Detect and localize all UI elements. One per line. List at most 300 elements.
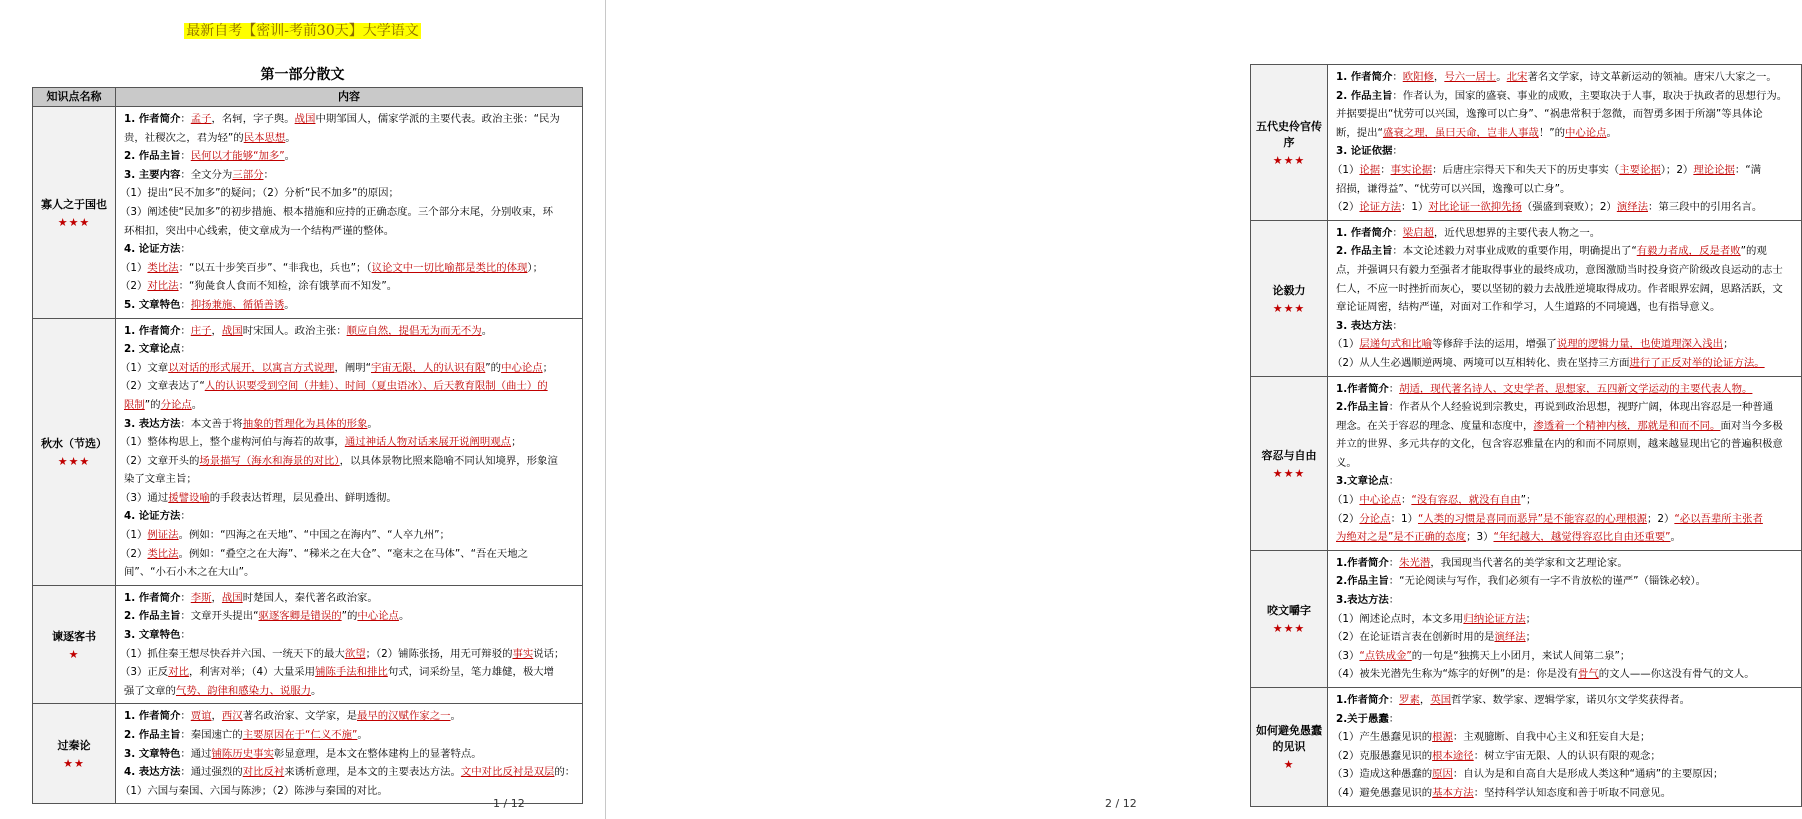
item-heading: 3.文章论点 [1336,475,1389,488]
key-point-text: 战国 [294,113,316,125]
content-cell [116,107,583,319]
body-text: ， [1419,694,1431,706]
key-point-text: 根本途径 [1432,749,1474,762]
table-row [33,585,583,704]
body-text: ，以具体景物比照来隐喻不同认知境界，形象渲 [339,454,558,467]
key-point-text: 论据 [1359,163,1381,176]
body-text: 并据要提出“忧劳可以兴国，逸豫可以亡身”、“祸患常积于忽微，而智勇多困于所溺”等具体论 [1336,108,1763,121]
body-text: ：自认为是和自高自大是形成人类这种“通病”的主要原因； [1452,768,1724,781]
content-line [1332,298,1797,317]
body-text: ： [180,629,191,642]
body-text: ”的观 [1740,245,1767,258]
key-point-text: 文中对比反衬是双层 [460,766,555,779]
content-line [1332,124,1797,143]
key-point-text: 议论文中一切比喻都是类比的体现 [371,261,528,274]
item-heading: 1. 作者简介 [1336,226,1393,239]
body-text: （3）正反 [120,666,169,679]
body-text: ，阐明“ [334,361,371,374]
content-line [1332,728,1797,747]
item-heading: 1. 作者简介 [124,113,181,125]
key-point-text: 民何以才能够“加多” [190,150,285,163]
content-line [120,340,578,359]
importance-stars: ★ [68,648,80,662]
body-text: ：坚持科学认知态度和善于听取不同意见。 [1473,786,1672,799]
content-cell [116,585,583,704]
content-line [1332,647,1797,666]
content-line [120,707,578,726]
content-line [120,470,578,489]
body-text: 点，并强调只有毅力至强者才能取得事业的最终成功，意图激励当时投身资产阶级改良运动的志士 [1336,263,1783,276]
body-text: 仁人，不应一时挫折而灰心，要以坚韧的毅力去战胜逆境取得成功。作者眼界宏阔，思路活跃，文 [1336,282,1783,295]
body-text: ： [1392,226,1403,239]
content-line [120,607,578,626]
key-point-text: 铺陈历史事实 [211,747,274,760]
body-text: 。 [481,324,493,337]
content-line [1332,472,1797,491]
key-point-text: 庄子 [190,324,212,337]
body-text: ：通过 [180,747,212,760]
key-point-text: 西汉 [221,710,243,723]
content-line [120,726,578,745]
key-point-text: 主要原因在于“仁义不施” [242,729,358,741]
body-text: （1）文章 [120,361,169,374]
body-text: ； [542,361,554,374]
body-text: ；（2）铺陈张扬，用无可辩驳的 [365,647,513,660]
body-text: ； [511,436,522,449]
table-header-row [33,88,583,107]
content-line [120,626,578,645]
body-text: ，名轲，字子舆。 [211,113,295,125]
content-cell [1328,220,1802,376]
body-text: 面对当今多极 [1720,419,1783,432]
topic-cell [33,585,116,704]
body-text: 的一句是“独携天上小团月，来试人间第二泉”； [1411,649,1631,662]
key-point-text: 通过神话人物对话来展开说阐明观点 [344,436,512,449]
item-heading: 3. 文章特色 [124,747,181,760]
importance-stars: ★★★ [1272,301,1306,315]
content-line [1332,354,1797,373]
body-text: ： [1388,382,1400,395]
key-point-text: 号六一居士 [1444,71,1497,83]
key-point-text: 基本方法 [1432,786,1474,799]
body-text: ： [180,243,191,256]
item-heading: 2.关于愚蠢 [1336,712,1389,725]
body-text: 。 [311,684,322,697]
body-text: 理念。在关于容忍的理念、度量和态度中， [1336,419,1534,432]
content-line [120,682,578,701]
body-text: 的： [554,766,576,779]
content-line [1332,784,1797,803]
body-text: ： [180,510,191,523]
body-text: ， [211,710,222,723]
key-point-text: 分论点 [160,398,192,411]
key-point-text: 进行了正反对举的论证方法。 [1629,356,1765,369]
key-point-text: 铺陈手法和排比 [315,666,388,679]
content-line [120,415,578,434]
content-line [1332,68,1797,87]
key-point-text: 场景描写（海水和海景的对比） [199,454,340,467]
key-point-text: 事实论据 [1390,163,1433,176]
item-heading: 4. 论证方法 [124,243,181,256]
key-point-text: 以对话的形式展开，以寓言方式说理 [168,361,335,374]
topic-cell [33,318,116,585]
content-line [1332,691,1797,710]
content-line [1332,242,1797,261]
key-point-text: 归纳论证方法 [1463,612,1526,625]
key-point-text: 说理的逻辑力量，也使道理深入浅出 [1556,338,1724,351]
body-text: ：1） [1390,512,1418,525]
importance-stars: ★★★ [1272,153,1306,167]
content-cell [116,704,583,804]
content-cell [1328,65,1802,221]
content-line [120,396,578,415]
key-point-text: “必以吾辈所主张者 [1674,512,1763,525]
body-text: （3）阐述使“民加多”的初步措施、根本措施和应持的正确态度。三个部分末尾，分别收束，环 [120,205,553,218]
content-line [120,645,578,664]
content-line [1332,335,1797,354]
body-text: ：“满 [1734,163,1762,176]
importance-stars: ★★★ [57,455,91,469]
key-point-text: 抑扬兼施、循循善诱 [190,298,285,311]
key-point-text: 事实 [512,647,534,660]
topic-name: 寡人之于国也 [41,197,107,211]
item-heading: 1.作者简介 [1336,694,1389,706]
item-heading: 2. 作品主旨 [1336,245,1393,258]
content-line [120,526,578,545]
body-text: 。 [357,729,368,741]
content-cell [1328,550,1802,687]
content-cell [1328,376,1802,550]
body-text: （1）六国与秦国、六国与陈涉；（2）陈涉与秦国的对比。 [120,784,388,797]
content-line [120,296,578,315]
body-text: （1） [1332,163,1360,176]
item-heading: 3. 表达方法 [1336,319,1393,332]
key-point-text: 孟子 [190,113,212,125]
table-row [33,107,583,319]
key-point-text: 类比法 [147,547,179,560]
body-text: ：本文论述毅力对事业成败的重要作用，明确提出了“ [1392,245,1637,258]
key-point-text: “没有容忍，就没有自由 [1411,494,1521,507]
content-line [120,203,578,222]
knowledge-table-2 [1250,64,1802,807]
body-text: 彰显意理，是本文在整体建构上的显著特点。 [273,747,482,760]
body-text: （2） [120,547,148,560]
item-heading: 3. 文章特色 [124,629,181,642]
body-text: ）； [527,261,544,274]
body-text: 。 [450,710,461,723]
importance-stars: ★ [1283,758,1295,772]
body-text: （强盛到衰败）；2） [1521,201,1617,214]
body-text: ： [180,298,191,311]
importance-stars: ★★ [63,757,85,771]
topic-name: 咬文嚼字 [1267,604,1311,618]
body-text: ： [180,343,191,356]
body-text: 贵，社稷次之，君为轻”的 [124,131,244,144]
key-point-text: 类比法 [147,261,179,274]
topic-name: 容忍与自由 [1261,448,1317,462]
key-point-text: 对比论证一欲抑先扬 [1428,201,1522,214]
body-text: ：秦国速亡的 [180,729,243,741]
topic-name: 过秦论 [57,739,91,753]
body-text: ：“无论阅读与写作，我们必须有一字不肯放松的谨严”（锱铢必较）。 [1388,575,1707,588]
content-line [120,763,578,782]
key-point-text: 欲望 [344,647,366,660]
body-text: （2） [120,280,148,293]
body-text: ！”的 [1538,126,1565,139]
content-cell [116,318,583,585]
table-row [33,318,583,585]
body-text: ；3） [1466,531,1494,544]
key-point-text: 三部分 [232,168,264,181]
body-text: ；2） [1646,512,1675,525]
key-point-text: 主要论据 [1619,163,1661,176]
key-point-text: 朱光潜 [1399,556,1431,569]
table-row [1251,65,1802,221]
key-point-text: 顺应自然，提倡无为而无不为 [346,324,482,337]
content-line [1332,628,1797,647]
key-point-text: 战国 [221,324,243,337]
body-text: ：通过强烈的 [180,766,243,779]
key-point-text: 中心论点 [357,610,399,623]
body-text: 。 [285,131,296,144]
importance-stars: ★★★ [1272,622,1306,636]
content-line [120,322,578,341]
content-line [1332,610,1797,629]
content-line [1332,105,1797,124]
item-heading: 5. 文章特色 [124,298,181,311]
key-point-text: 例证法 [147,529,179,542]
content-line [120,433,578,452]
body-text: ： [180,150,191,163]
content-line [1332,417,1797,436]
topic-name: 谏逐客书 [52,630,96,644]
key-point-text: 欧阳修 [1402,71,1434,83]
knowledge-table-1 [32,87,583,804]
table-row [1251,688,1802,807]
key-point-text: 梁启超 [1402,226,1434,239]
key-point-text: 抽象的哲理化为具体的形象 [242,417,368,430]
key-point-text: 中心论点 [501,361,543,374]
body-text: 句式，词采纷呈，笔力雄健，极大增 [387,666,555,679]
body-text: 。 [1670,531,1681,544]
body-text: ： [180,710,191,723]
key-point-text: 胡适，现代著名诗人、文史学者、思想家，五四新文学运动的主要代表人物。 [1399,382,1753,395]
content-line [1332,317,1797,336]
content-line [1332,710,1797,729]
key-point-text: 宇宙无限，人的认识有限 [371,361,486,374]
body-text: ：文章开头提出“ [180,610,259,623]
body-text: ，我国现当代著名的美学家和文艺理论家。 [1430,556,1628,569]
body-text: ）；2） [1660,163,1694,176]
body-text: ； [1723,338,1734,351]
topic-cell [1251,550,1328,687]
body-text: （2）文章开头的 [120,454,200,467]
item-heading: 3. 主要内容 [124,168,181,181]
body-text: ： [1388,712,1400,725]
item-heading: 3. 论证依据 [1336,145,1393,158]
body-text: ： [1400,494,1412,507]
content-line [120,377,578,396]
item-heading: 1. 作者简介 [124,710,181,723]
content-line [120,663,578,682]
content-line [120,259,578,278]
body-text: （1） [1332,338,1360,351]
content-cell [1328,688,1802,807]
topic-cell [1251,220,1328,376]
key-point-text: 层递句式和比喻 [1359,338,1433,351]
item-heading: 2. 文章论点 [124,343,181,356]
body-text: 。 [1606,126,1617,139]
key-point-text: 罗素 [1399,694,1420,706]
body-text: ：主观臆断、自我中心主义和狂妄自大是； [1452,731,1651,744]
body-text: （2）在论证语言表在创新时用的是 [1332,631,1495,644]
body-text: ：树立宇宙无限、人的认识有限的观念； [1473,749,1661,762]
key-point-text: 对比 [168,666,189,679]
content-line [1332,161,1797,180]
body-text: 。 [367,417,378,430]
content-line [1332,572,1797,591]
content-line [1332,510,1797,529]
key-point-text: 北宋 [1506,71,1528,83]
key-point-text: 原因 [1432,768,1453,781]
body-text: 。 [191,398,203,411]
body-text: 。 [284,298,295,311]
key-point-text: 援譬设喻 [168,491,210,504]
topic-name: 如何避免愚蠢的见识 [1256,724,1322,754]
body-text: （4）避免愚蠢见识的 [1332,786,1433,799]
key-point-text: 对比法 [147,280,179,293]
item-heading: 2. 作品主旨 [124,150,181,163]
body-text: （2） [1332,512,1360,525]
item-heading: 2. 作品主旨 [124,610,181,623]
body-text: ：第三段中的引用名言。 [1648,201,1763,214]
body-text: ”的 [485,361,502,374]
column-header-content: 内容 [116,88,583,107]
key-point-text: 分论点 [1359,512,1391,525]
table-row [1251,550,1802,687]
key-point-text: 演绎法 [1616,201,1648,214]
body-text: （2）克服愚蠢见识的 [1332,749,1433,762]
body-text: （1） [1332,494,1360,507]
body-text: （1）产生愚蠢见识的 [1332,731,1433,744]
content-line [120,110,578,129]
key-point-text: 盛衰之理，虽曰天命，岂非人事哉 [1382,126,1539,139]
key-point-text: 限制 [124,398,145,411]
content-line [1332,665,1797,684]
content-line [120,147,578,166]
body-text: ， [211,324,222,337]
body-text: 说话； [533,647,565,660]
body-text: （1）抓住秦王想尽快吞并六国、一统天下的最大 [120,647,345,660]
content-line [120,240,578,259]
topic-cell [33,107,116,319]
key-point-text: 论证方法 [1359,201,1401,214]
body-text: 断，提出“ [1336,126,1383,139]
content-line [1332,435,1797,454]
content-line [120,129,578,148]
body-text: ：“以五十步笑百步”、“非我也，兵也”；（ [178,261,372,274]
table-row [33,704,583,804]
key-point-text: 贾谊 [190,710,212,723]
body-text: 章论证周密，结构严谨，对面对工作和学习，人生道路的不同境遇，也有指导意义。 [1336,301,1721,314]
body-text: ； [1525,612,1537,625]
topic-cell [33,704,116,804]
body-text: （1）提出“民不加多”的疑问；（2）分析“民不加多”的原因； [120,187,399,200]
body-text: （3）通过 [120,491,169,504]
content-line [120,452,578,471]
body-text: ：全文分为 [180,168,233,181]
body-text: ， [1433,71,1445,83]
body-text: 环相扣，突出中心线索，使文章成为一个结构严谨的整体。 [124,224,395,237]
item-heading: 3.表达方法 [1336,594,1389,607]
content-line [1332,747,1797,766]
body-text: ： [1392,319,1403,332]
body-text: ”的 [341,610,358,623]
content-line [120,277,578,296]
page-number: 2 / 12 [1105,797,1137,810]
body-text: （1） [120,261,148,274]
body-text: 来诱析意理，是本文的主要表达方法。 [284,766,461,779]
content-line [1332,280,1797,299]
body-text: （2） [1332,201,1360,214]
topic-cell [1251,65,1328,221]
body-text: （2）从人生必遇顺逆两境、两境可以互相转化、贵在坚持三方面 [1332,356,1630,369]
body-text: 著名文学家，诗文革新运动的领袖。唐宋八大家之一。 [1527,71,1777,83]
key-point-text: 李斯 [190,591,212,604]
body-text: 。 [1496,71,1507,83]
column-header-name: 知识点名称 [33,88,116,107]
item-heading: 4. 论证方法 [124,510,181,523]
item-heading: 1. 作者简介 [124,324,181,337]
content-line [120,745,578,764]
content-line [1332,554,1797,573]
body-text: 。例如：“四海之在天地”、“中国之在海内”、“人卒九州”； [178,529,450,542]
body-text: 著名政治家、文学家，是 [242,710,357,723]
key-point-text: “人类的习惯是喜同而恶异”是不能容忍的心理根源 [1417,512,1647,525]
table-row [1251,220,1802,376]
body-text: 中期邹国人，儒家学派的主要代表。政治主张：“民为 [315,113,560,125]
content-line [1332,142,1797,161]
key-point-text: “点铁成金” [1359,649,1412,662]
item-heading: 2. 作品主旨 [124,729,181,741]
content-line [120,545,578,564]
content-line [1332,87,1797,106]
body-text: ：1） [1400,201,1429,214]
key-point-text: 英国 [1430,694,1452,706]
body-text: ： [1388,594,1400,607]
key-point-text: 中心论点 [1359,494,1401,507]
section-title: 第一部分散文 [260,67,345,83]
body-text: （3） [1332,649,1360,662]
body-text: 染了文章主旨； [124,473,197,486]
body-text: ： [263,168,274,181]
content-line [1332,180,1797,199]
body-text: ：后唐庄宗得天下和失天下的历史事实（ [1432,163,1620,176]
page-1 [0,0,605,819]
content-line [1332,398,1797,417]
page-number: 1 / 12 [493,797,525,810]
body-text: 时楚国人，秦代著名政治家。 [242,591,378,604]
page-2 [606,0,1788,819]
body-text: 间”、“小石小木之在大山”。 [124,566,255,579]
body-text: ，近代思想界的主要代表人物之一。 [1433,226,1601,239]
item-heading: 1. 作者简介 [1336,71,1393,83]
key-point-text: 战国 [221,591,243,604]
body-text: ： [1392,71,1403,83]
body-text: 招损，谦得益”、“忧劳可以兴国，逸豫可以亡身”。 [1336,182,1571,195]
key-point-text: 演绎法 [1494,631,1526,644]
body-text: （1） [120,529,148,542]
